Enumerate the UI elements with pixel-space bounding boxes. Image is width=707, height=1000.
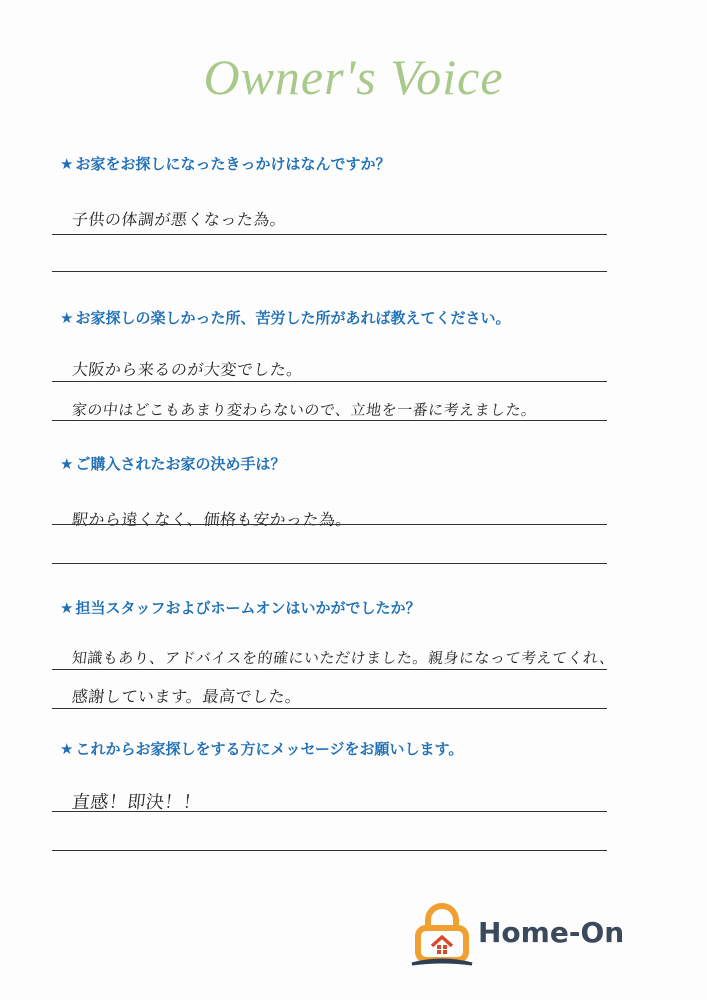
answer-2-line-1: 大阪から来るのが大変でした。: [70, 360, 304, 379]
star-icon: ★: [60, 309, 74, 327]
home-on-logo: [410, 900, 650, 970]
ruled-line: [52, 563, 607, 564]
question-1-label: お家をお探しになったきっかけはなんですか？: [75, 155, 391, 173]
logo-text: Home-On: [478, 916, 625, 949]
house-lock-icon: [410, 900, 474, 970]
question-3: [60, 453, 285, 474]
ruled-line: [52, 708, 607, 709]
star-icon: ★: [60, 155, 74, 173]
question-3-label: ご購入されたお家の決め手は？: [75, 455, 286, 473]
star-icon: ★: [60, 599, 74, 617]
answer-4-line-1: 知識もあり、アドバイスを的確にいただけました。親身になって考えてくれ、: [71, 649, 616, 667]
ruled-line: [52, 381, 607, 382]
answer-1-line-1: 子供の体調が悪くなった為。: [70, 210, 288, 229]
page-title: Owner's Voice: [203, 49, 504, 105]
ruled-line: [52, 811, 607, 812]
answer-2-line-2: 家の中はどこもあまり変わらないので、立地を一番に考えました。: [71, 401, 538, 419]
question-5: [60, 738, 463, 759]
answer-5-line-1: 直感！即決！！: [70, 792, 203, 813]
ruled-line: [52, 271, 607, 272]
ruled-line: [52, 669, 607, 670]
question-4: [60, 597, 420, 618]
answer-4-line-2: 感謝しています。最高でした。: [70, 687, 303, 706]
ruled-line: [52, 420, 607, 421]
ruled-line: [52, 850, 607, 851]
star-icon: ★: [60, 740, 74, 758]
question-1: [60, 153, 390, 174]
question-2: [60, 307, 510, 328]
answer-3-line-1: 駅から遠くなく、価格も安かった為。: [70, 510, 354, 529]
ruled-line: [52, 234, 607, 235]
star-icon: ★: [60, 455, 74, 473]
question-4-label: 担当スタッフおよびホームオンはいかがでしたか？: [75, 599, 421, 617]
question-2-label: お家探しの楽しかった所、苦労した所があれば教えてください。: [75, 309, 511, 327]
ruled-line: [52, 524, 607, 525]
question-5-label: これからお家探しをする方にメッセージをお願いします。: [75, 740, 464, 758]
